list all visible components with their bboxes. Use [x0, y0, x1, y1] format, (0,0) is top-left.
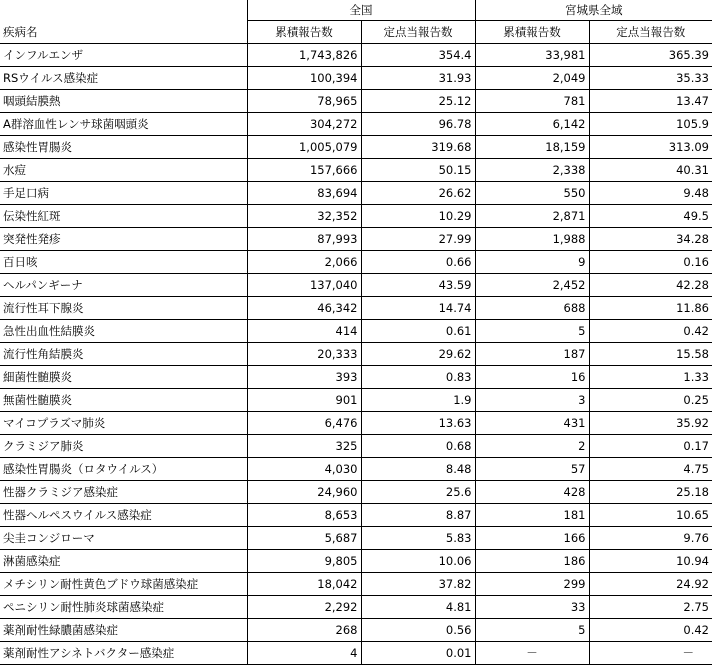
miyagi-cumulative-cell: 3 [475, 389, 589, 412]
table-row [0, 619, 712, 642]
national-sentinel-cell: 4.81 [361, 596, 475, 619]
header-group-miyagi: 宮城県全域 [475, 0, 712, 21]
miyagi-sentinel-cell: 9.76 [589, 527, 712, 550]
disease-name-cell: インフルエンザ [0, 44, 247, 67]
miyagi-cumulative-cell: 186 [475, 550, 589, 573]
national-sentinel-cell: 0.56 [361, 619, 475, 642]
national-sentinel-cell: 29.62 [361, 343, 475, 366]
national-sentinel-cell: 13.63 [361, 412, 475, 435]
disease-name-cell: 手足口病 [0, 182, 247, 205]
miyagi-cumulative-cell: 431 [475, 412, 589, 435]
table-row [0, 481, 712, 504]
header-national-cumulative: 累積報告数 [247, 21, 361, 44]
national-cumulative-cell: 6,476 [247, 412, 361, 435]
miyagi-sentinel-cell: 1.33 [589, 366, 712, 389]
table-row [0, 550, 712, 573]
national-cumulative-cell: 1,005,079 [247, 136, 361, 159]
disease-name-cell: 水痘 [0, 159, 247, 182]
table-row [0, 458, 712, 481]
national-sentinel-cell: 0.66 [361, 251, 475, 274]
national-sentinel-cell: 14.74 [361, 297, 475, 320]
disease-name-cell: 伝染性紅斑 [0, 205, 247, 228]
miyagi-sentinel-cell: 0.42 [589, 619, 712, 642]
header-miyagi-cumulative: 累積報告数 [475, 21, 589, 44]
table-row [0, 527, 712, 550]
miyagi-sentinel-cell: 105.9 [589, 113, 712, 136]
national-cumulative-cell: 87,993 [247, 228, 361, 251]
national-sentinel-cell: 37.82 [361, 573, 475, 596]
disease-name-cell: 無菌性髄膜炎 [0, 389, 247, 412]
national-cumulative-cell: 393 [247, 366, 361, 389]
national-sentinel-cell: 43.59 [361, 274, 475, 297]
disease-name-cell: 尖圭コンジローマ [0, 527, 247, 550]
miyagi-cumulative-cell: 1,988 [475, 228, 589, 251]
national-sentinel-cell: 1.9 [361, 389, 475, 412]
table-row [0, 44, 712, 67]
national-cumulative-cell: 83,694 [247, 182, 361, 205]
national-cumulative-cell: 137,040 [247, 274, 361, 297]
table-row [0, 205, 712, 228]
header-column-row [0, 21, 712, 44]
national-cumulative-cell: 46,342 [247, 297, 361, 320]
national-cumulative-cell: 18,042 [247, 573, 361, 596]
national-cumulative-cell: 325 [247, 435, 361, 458]
table-row [0, 182, 712, 205]
miyagi-cumulative-cell: 2,049 [475, 67, 589, 90]
national-sentinel-cell: 10.06 [361, 550, 475, 573]
national-sentinel-cell: 8.87 [361, 504, 475, 527]
national-cumulative-cell: 100,394 [247, 67, 361, 90]
table-row [0, 320, 712, 343]
disease-name-cell: ヘルパンギーナ [0, 274, 247, 297]
header-national-sentinel: 定点当報告数 [361, 21, 475, 44]
disease-name-cell: 細菌性髄膜炎 [0, 366, 247, 389]
national-cumulative-cell: 4,030 [247, 458, 361, 481]
miyagi-cumulative-cell: 18,159 [475, 136, 589, 159]
table-header [0, 0, 712, 44]
table-row [0, 343, 712, 366]
miyagi-cumulative-cell: 187 [475, 343, 589, 366]
table-row [0, 297, 712, 320]
disease-name-cell: 流行性角結膜炎 [0, 343, 247, 366]
national-sentinel-cell: 25.6 [361, 481, 475, 504]
miyagi-sentinel-cell: 25.18 [589, 481, 712, 504]
national-cumulative-cell: 414 [247, 320, 361, 343]
miyagi-cumulative-cell: 33 [475, 596, 589, 619]
miyagi-sentinel-cell: 0.16 [589, 251, 712, 274]
miyagi-cumulative-cell: 688 [475, 297, 589, 320]
national-sentinel-cell: 27.99 [361, 228, 475, 251]
national-sentinel-cell: 26.62 [361, 182, 475, 205]
table-row [0, 251, 712, 274]
miyagi-sentinel-cell: 13.47 [589, 90, 712, 113]
table-row [0, 90, 712, 113]
miyagi-sentinel-cell: 10.94 [589, 550, 712, 573]
miyagi-cumulative-cell: 57 [475, 458, 589, 481]
table-row [0, 412, 712, 435]
disease-name-cell: ペニシリン耐性肺炎球菌感染症 [0, 596, 247, 619]
national-cumulative-cell: 8,653 [247, 504, 361, 527]
miyagi-sentinel-cell: 9.48 [589, 182, 712, 205]
miyagi-cumulative-cell: － [475, 642, 589, 665]
national-cumulative-cell: 32,352 [247, 205, 361, 228]
national-cumulative-cell: 901 [247, 389, 361, 412]
miyagi-sentinel-cell: 15.58 [589, 343, 712, 366]
table-row [0, 113, 712, 136]
disease-name-cell: 感染性胃腸炎 [0, 136, 247, 159]
miyagi-cumulative-cell: 166 [475, 527, 589, 550]
miyagi-cumulative-cell: 16 [475, 366, 589, 389]
disease-name-cell: 百日咳 [0, 251, 247, 274]
table-row [0, 274, 712, 297]
miyagi-sentinel-cell: 10.65 [589, 504, 712, 527]
national-cumulative-cell: 9,805 [247, 550, 361, 573]
miyagi-cumulative-cell: 6,142 [475, 113, 589, 136]
national-cumulative-cell: 1,743,826 [247, 44, 361, 67]
national-cumulative-cell: 24,960 [247, 481, 361, 504]
national-sentinel-cell: 31.93 [361, 67, 475, 90]
national-sentinel-cell: 0.83 [361, 366, 475, 389]
national-cumulative-cell: 78,965 [247, 90, 361, 113]
national-sentinel-cell: 50.15 [361, 159, 475, 182]
disease-name-cell: 性器クラミジア感染症 [0, 481, 247, 504]
national-cumulative-cell: 4 [247, 642, 361, 665]
national-sentinel-cell: 0.01 [361, 642, 475, 665]
disease-name-cell: 薬剤耐性アシネトバクター感染症 [0, 642, 247, 665]
table-row [0, 228, 712, 251]
disease-name-cell: クラミジア肺炎 [0, 435, 247, 458]
disease-name-cell: 薬剤耐性緑膿菌感染症 [0, 619, 247, 642]
miyagi-cumulative-cell: 5 [475, 320, 589, 343]
disease-name-cell: A群溶血性レンサ球菌咽頭炎 [0, 113, 247, 136]
miyagi-sentinel-cell: 24.92 [589, 573, 712, 596]
miyagi-cumulative-cell: 2,871 [475, 205, 589, 228]
miyagi-cumulative-cell: 33,981 [475, 44, 589, 67]
national-sentinel-cell: 96.78 [361, 113, 475, 136]
miyagi-sentinel-cell: 313.09 [589, 136, 712, 159]
miyagi-cumulative-cell: 2 [475, 435, 589, 458]
disease-name-cell: RSウイルス感染症 [0, 67, 247, 90]
national-sentinel-cell: 0.61 [361, 320, 475, 343]
table-row [0, 389, 712, 412]
miyagi-sentinel-cell: 0.25 [589, 389, 712, 412]
national-sentinel-cell: 319.68 [361, 136, 475, 159]
national-sentinel-cell: 8.48 [361, 458, 475, 481]
miyagi-sentinel-cell: 4.75 [589, 458, 712, 481]
miyagi-cumulative-cell: 181 [475, 504, 589, 527]
miyagi-sentinel-cell: 35.33 [589, 67, 712, 90]
miyagi-sentinel-cell: － [589, 642, 712, 665]
national-sentinel-cell: 5.83 [361, 527, 475, 550]
national-sentinel-cell: 25.12 [361, 90, 475, 113]
disease-name-cell: 淋菌感染症 [0, 550, 247, 573]
disease-name-cell: 急性出血性結膜炎 [0, 320, 247, 343]
disease-name-cell: 突発性発疹 [0, 228, 247, 251]
header-miyagi-sentinel: 定点当報告数 [589, 21, 712, 44]
table-row [0, 67, 712, 90]
miyagi-sentinel-cell: 40.31 [589, 159, 712, 182]
miyagi-sentinel-cell: 365.39 [589, 44, 712, 67]
miyagi-cumulative-cell: 5 [475, 619, 589, 642]
miyagi-sentinel-cell: 11.86 [589, 297, 712, 320]
disease-name-cell: 咽頭結膜熱 [0, 90, 247, 113]
table-row [0, 136, 712, 159]
national-cumulative-cell: 2,292 [247, 596, 361, 619]
disease-name-cell: 感染性胃腸炎（ロタウイルス） [0, 458, 247, 481]
disease-name-cell: マイコプラズマ肺炎 [0, 412, 247, 435]
table-row [0, 435, 712, 458]
miyagi-sentinel-cell: 49.5 [589, 205, 712, 228]
miyagi-cumulative-cell: 2,452 [475, 274, 589, 297]
national-cumulative-cell: 20,333 [247, 343, 361, 366]
national-cumulative-cell: 5,687 [247, 527, 361, 550]
national-sentinel-cell: 354.4 [361, 44, 475, 67]
disease-name-cell: 性器ヘルペスウイルス感染症 [0, 504, 247, 527]
miyagi-cumulative-cell: 428 [475, 481, 589, 504]
miyagi-sentinel-cell: 0.42 [589, 320, 712, 343]
national-cumulative-cell: 2,066 [247, 251, 361, 274]
miyagi-cumulative-cell: 781 [475, 90, 589, 113]
miyagi-sentinel-cell: 34.28 [589, 228, 712, 251]
miyagi-sentinel-cell: 42.28 [589, 274, 712, 297]
miyagi-cumulative-cell: 550 [475, 182, 589, 205]
miyagi-sentinel-cell: 2.75 [589, 596, 712, 619]
table-row [0, 159, 712, 182]
disease-name-cell: メチシリン耐性黄色ブドウ球菌感染症 [0, 573, 247, 596]
table-row [0, 504, 712, 527]
header-group-national: 全国 [247, 0, 475, 21]
header-blank-cell [0, 0, 247, 21]
table-body [0, 44, 712, 665]
national-cumulative-cell: 157,666 [247, 159, 361, 182]
header-group-row [0, 0, 712, 21]
disease-name-cell: 流行性耳下腺炎 [0, 297, 247, 320]
table-row [0, 642, 712, 665]
national-sentinel-cell: 10.29 [361, 205, 475, 228]
miyagi-sentinel-cell: 0.17 [589, 435, 712, 458]
header-disease-name: 疾病名 [0, 21, 247, 44]
table-row [0, 573, 712, 596]
national-sentinel-cell: 0.68 [361, 435, 475, 458]
miyagi-cumulative-cell: 299 [475, 573, 589, 596]
table-row [0, 596, 712, 619]
table-row [0, 366, 712, 389]
national-cumulative-cell: 304,272 [247, 113, 361, 136]
miyagi-sentinel-cell: 35.92 [589, 412, 712, 435]
miyagi-cumulative-cell: 9 [475, 251, 589, 274]
national-cumulative-cell: 268 [247, 619, 361, 642]
miyagi-cumulative-cell: 2,338 [475, 159, 589, 182]
